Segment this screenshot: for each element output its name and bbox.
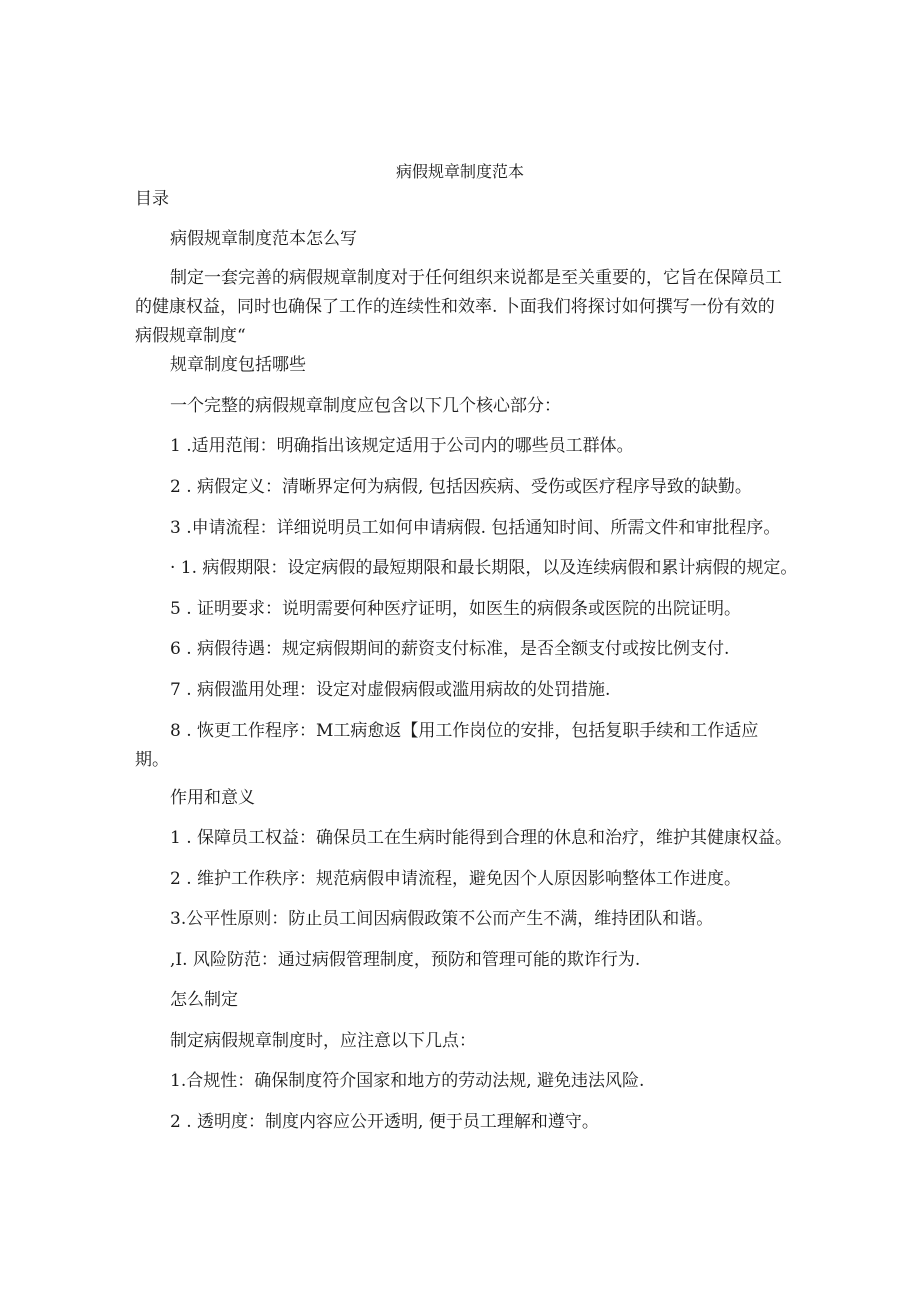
contents-item: 3 .申请流程：详细说明员工如何申请病假. 包括通知时间、所需文件和审批程序。 <box>170 518 781 538</box>
toc-label: 目录 <box>135 189 169 209</box>
purpose-item: 3.公平性原则：防止员工间因病假政策不公而产生不满，维持团队和谐。 <box>170 909 714 929</box>
contents-item: 1 .适用范闱：明确指出该规定适用于公司内的哪些员工群体。 <box>170 436 634 456</box>
heading-how-to-make: 怎么制定 <box>170 990 238 1010</box>
heading-purpose: 作用和意义 <box>170 788 255 808</box>
contents-item: 6 . 病假待遇：规定病假期间的薪资支付标准，是否全额支付或按比例支付. <box>170 639 730 659</box>
make-item: 2 . 透明度：制度内容应公开透明, 便于员工理解和遵守。 <box>170 1112 599 1132</box>
purpose-item: 2 . 维护工作秩序：规范病假申请流程，避免因个人原因影响整体工作进度。 <box>170 869 742 889</box>
purpose-item: 1 . 保障员工权益：确保员工在生病时能得到合理的休息和治疗，维护其健康权益。 <box>170 828 793 848</box>
heading-how-to-write: 病假规章制度范本怎么写 <box>170 229 357 249</box>
intro-paragraph-text: 制定一套完善的病假规章制度对于任何组织来说都是至关重要的，它旨在保障员工的健康权益，同时也确保了工作的连续性和效率. 卜面我们将探讨如何撰写一份有效的病假规章制度“ <box>135 268 782 346</box>
contents-item: 5 . 证明要求：说明需要何种医疗证明，如医生的病假条或医院的出院证明。 <box>170 599 742 619</box>
contents-intro: 一个完整的病假规章制度应包含以下几个核心部分： <box>170 396 561 416</box>
purpose-item: ,I. 风险防范：通过病假管理制度，预防和管理可能的欺诈行为. <box>170 950 641 970</box>
contents-item-text: 8 . 恢更工作程序：M工病愈返【用工作岗位的安排，包括复职手续和工作适应期。 <box>135 721 759 770</box>
document-title: 病假规章制度范本 <box>395 162 524 181</box>
contents-item-wrapped <box>135 717 765 775</box>
intro-paragraph <box>135 264 785 351</box>
contents-item: · 1. 病假期限：设定病假的最短期限和最长期限，以及连续病假和累计病假的规定。 <box>170 558 798 578</box>
heading-contents: 规章制度包括哪些 <box>170 355 306 375</box>
contents-item: 7 . 病假滥用处理：设定对虚假病假或滥用病故的处罚措施. <box>170 680 611 700</box>
make-item: 1.合规性：确保制度符介国家和地方的劳动法规, 避免违法风险. <box>170 1071 645 1091</box>
make-intro: 制定病假规章制度时，应注意以下几点： <box>170 1031 476 1051</box>
contents-item: 2 . 病假定义：清晰界定何为病假, 包括因疾病、受伤或医疗程序导致的缺勤。 <box>170 477 752 497</box>
